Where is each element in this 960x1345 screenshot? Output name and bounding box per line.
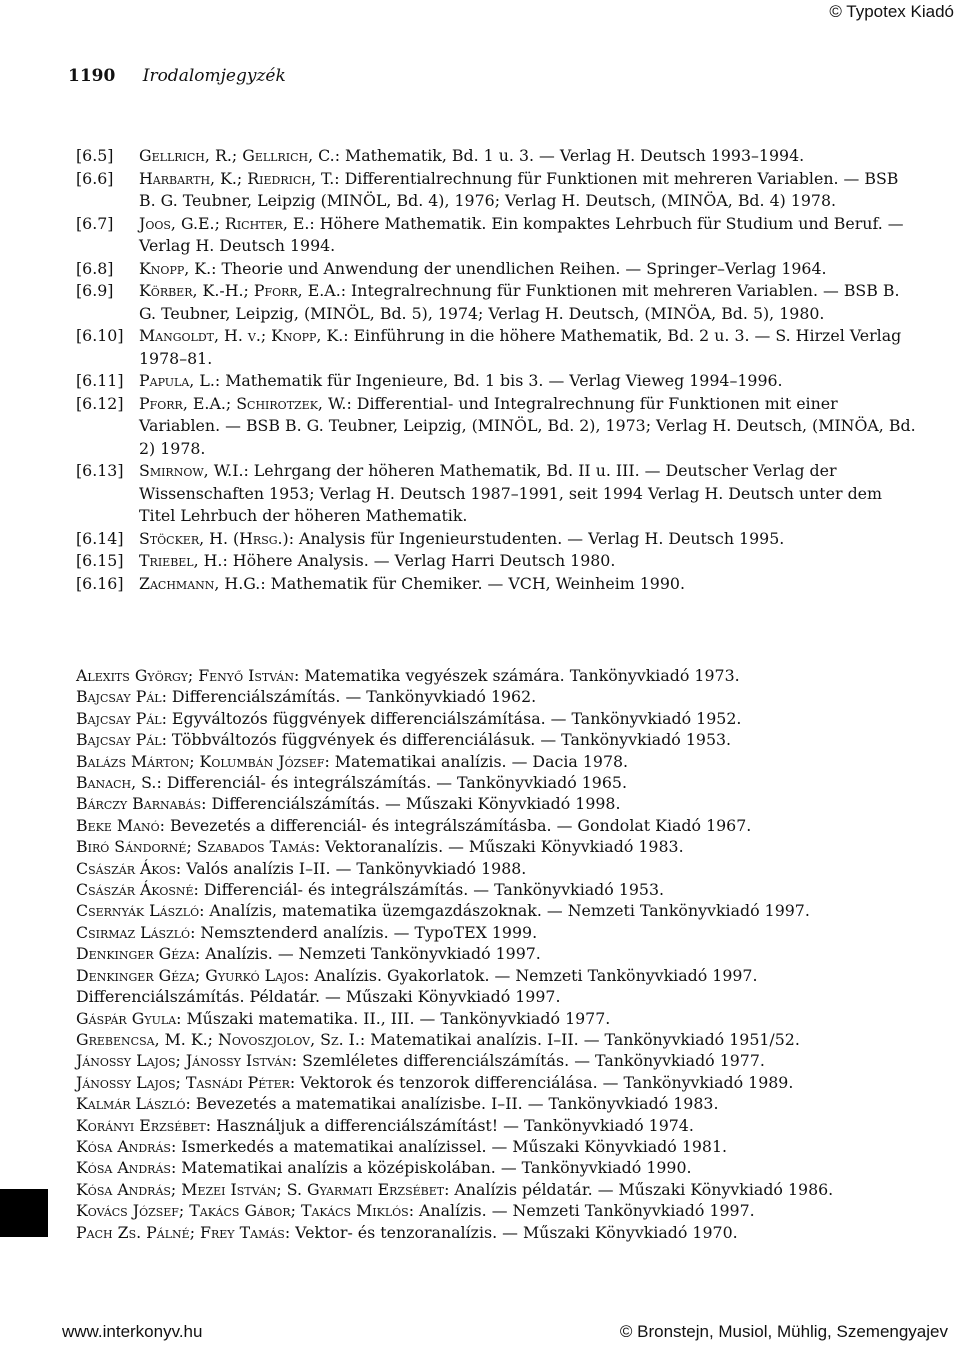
- reference-authors: Denkinger Géza; Gyurkó Lajos: [76, 965, 305, 985]
- reference-authors: Grebencsa, M. K.; Novoszjolov, Sz. I.: [76, 1029, 360, 1049]
- reference-text: : Analízis. Gyakorlatok. — Nemzeti Tankönyvkiadó 1997. Differenciálszámítás. Példatár. — Műszaki Könyvkiadó 1997.: [76, 965, 758, 1007]
- reference-authors: Csirmaz László: [76, 922, 191, 942]
- thumb-index-tab: [0, 1189, 48, 1237]
- reference-text: : Differentialrechnung für Funktionen mit mehreren Variablen. — BSB B. G. Teubner, Leipzig (MINÖL, Bd. 4), 1976; Verlag H. Deutsch, (MINÖA, Bd. 4) 1978.: [139, 168, 899, 210]
- hungarian-reference-item: [76, 1115, 921, 1136]
- german-references: [76, 145, 916, 595]
- reference-authors: Denkinger Géza: [76, 944, 195, 964]
- reference-text: : Lehrgang der höheren Mathematik, Bd. II u. III. — Deutscher Verlag der Wissenschaften 1953; Verlag H. Deutsch 1987–1991, seit 1994 Verlag H. Deutsch unter dem Titel Lehrbuch der höheren Mathematik.: [139, 461, 883, 525]
- hungarian-reference-item: [76, 815, 921, 836]
- reference-item: [76, 460, 916, 528]
- reference-text: : Analysis für Ingenieurstudenten. — Verlag H. Deutsch 1995.: [288, 528, 785, 548]
- reference-authors: Gáspár Gyula: [76, 1008, 177, 1028]
- reference-item: [76, 528, 916, 551]
- reference-authors: Korányi Erzsébet: [76, 1115, 206, 1135]
- hungarian-reference-item: [76, 965, 921, 1008]
- reference-text: : Differenciálszámítás. — Tankönyvkiadó 1962.: [161, 687, 537, 707]
- hungarian-reference-item: [76, 1029, 921, 1050]
- reference-authors: Alexits György; Fenyő István: [76, 666, 294, 685]
- reference-authors: Jánossy Lajos; Tasnádi Péter: [76, 1072, 290, 1092]
- reference-text: : Matematikai analízis. I–II. — Tankönyvkiadó 1951/52.: [359, 1029, 800, 1049]
- reference-authors: Jánossy Lajos; Jánossy István: [76, 1051, 292, 1071]
- reference-item: [76, 573, 916, 596]
- hungarian-reference-item: [76, 836, 921, 857]
- reference-label: [6.7]: [76, 213, 114, 233]
- hungarian-reference-item: [76, 943, 921, 964]
- reference-text: : Szemléletes differenciálszámítás. — Tankönyvkiadó 1977.: [291, 1051, 765, 1071]
- hungarian-reference-item: [76, 1008, 921, 1029]
- reference-text: : Bevezetés a differenciál- és integrálszámításba. — Gondolat Kiadó 1967.: [159, 815, 752, 835]
- reference-item: [76, 325, 916, 370]
- reference-label: [6.5]: [76, 146, 114, 165]
- reference-text: : Analízis példatár. — Műszaki Könyvkiadó 1986.: [444, 1179, 834, 1199]
- reference-text: : Differenciál- és integrálszámítás. — Tankönyvkiadó 1953.: [193, 880, 665, 900]
- reference-authors: Triebel, H.: [139, 551, 223, 570]
- reference-item: [76, 393, 916, 461]
- reference-label: [6.8]: [76, 258, 114, 278]
- reference-label: [6.10]: [76, 326, 124, 345]
- reference-authors: Mangoldt, H. v.; Knopp, K.: [139, 326, 344, 345]
- reference-item: [76, 280, 916, 325]
- reference-text: : Einführung in die höhere Mathematik, Bd. 2 u. 3. — S. Hirzel Verlag 1978–81.: [139, 326, 902, 368]
- footer-website: www.interkonyv.hu: [62, 1322, 203, 1341]
- reference-text: : Höhere Mathematik. Ein kompaktes Lehrbuch für Studium und Beruf. — Verlag H. Deutsch 1994.: [139, 213, 904, 255]
- reference-authors: Stöcker, H. (Hrsg.): [139, 528, 289, 548]
- hungarian-reference-item: [76, 729, 921, 750]
- reference-text: : Theorie und Anwendung der unendlichen Reihen. — Springer–Verlag 1964.: [211, 258, 827, 278]
- reference-item: [76, 550, 916, 573]
- hungarian-reference-item: [76, 858, 921, 879]
- reference-text: : Matematika vegyészek számára. Tankönyvkiadó 1973.: [294, 666, 740, 685]
- hungarian-references: [76, 665, 921, 1243]
- reference-item: [76, 213, 916, 258]
- reference-text: : Műszaki matematika. II., III. — Tankönyvkiadó 1977.: [176, 1008, 611, 1028]
- reference-label: [6.11]: [76, 371, 124, 390]
- reference-authors: Pforr, E.A.; Schirotzek, W.: [139, 393, 347, 413]
- reference-text: : Höhere Analysis. — Verlag Harri Deutsch 1980.: [222, 551, 616, 570]
- reference-text: : Használjuk a differenciálszámítást! — Tankönyvkiadó 1974.: [205, 1115, 694, 1135]
- reference-label: [6.13]: [76, 461, 124, 480]
- reference-authors: Körber, K.-H.; Pforr, E.A.: [139, 281, 341, 300]
- reference-authors: Harbarth, K.; Riedrich, T.: [139, 168, 335, 188]
- reference-authors: Pach Zs. Pálné; Frey Tamás: [76, 1222, 285, 1242]
- reference-text: : Mathematik für Chemiker. — VCH, Weinheim 1990.: [260, 573, 685, 593]
- reference-text: : Analízis, matematika üzemgazdászoknak. — Nemzeti Tankönyvkiadó 1997.: [199, 901, 810, 921]
- hungarian-reference-item: [76, 772, 921, 793]
- hungarian-reference-item: [76, 686, 921, 707]
- hungarian-reference-item: [76, 1179, 921, 1200]
- reference-text: : Matematikai analízis. — Dacia 1978.: [324, 751, 629, 771]
- reference-text: : Differential- und Integralrechnung für Funktionen mit einer Variablen. — BSB B. G. Teubner, Leipzig, (MINÖL, Bd. 2), 1973; Verlag H. Deutsch, (MINÖA, Bd. 2) 1978.: [139, 393, 916, 458]
- reference-text: : Mathematik, Bd. 1 u. 3. — Verlag H. Deutsch 1993–1994.: [334, 146, 805, 165]
- reference-authors: Joos, G.E.; Richter, E.: [139, 213, 310, 233]
- reference-authors: Bajcsay Pál: [76, 687, 162, 707]
- reference-item: [76, 168, 916, 213]
- reference-text: : Valós analízis I–II. — Tankönyvkiadó 1988.: [175, 858, 527, 878]
- reference-text: : Mathematik für Ingenieure, Bd. 1 bis 3. — Verlag Vieweg 1994–1996.: [214, 371, 783, 390]
- reference-text: : Többváltozós függvények és differenciálásuk. — Tankönyvkiadó 1953.: [161, 730, 732, 750]
- reference-text: : Vektor- és tenzoranalízis. — Műszaki Könyvkiadó 1970.: [284, 1222, 738, 1242]
- reference-text: : Vektoranalízis. — Műszaki Könyvkiadó 1983.: [314, 837, 684, 857]
- reference-authors: Beke Manó: [76, 815, 160, 835]
- hungarian-reference-item: [76, 1222, 921, 1243]
- reference-text: : Egyváltozós függvények differenciálszámítása. — Tankönyvkiadó 1952.: [161, 708, 742, 728]
- reference-authors: Knopp, K.: [139, 258, 212, 278]
- reference-text: : Ismerkedés a matematikai analízissel. — Műszaki Könyvkiadó 1981.: [170, 1136, 728, 1156]
- hungarian-reference-item: [76, 751, 921, 772]
- reference-authors: Balázs Márton; Kolumbán József: [76, 751, 325, 771]
- reference-text: : Bevezetés a matematikai analízisbe. I–II. — Tankönyvkiadó 1983.: [185, 1094, 719, 1114]
- hungarian-reference-item: [76, 1136, 921, 1157]
- page-number: 1190: [68, 66, 116, 86]
- reference-item: [76, 370, 916, 393]
- reference-authors: Bárczy Barnabás: [76, 794, 202, 814]
- reference-label: [6.9]: [76, 281, 114, 300]
- reference-text: : Integralrechnung für Funktionen mit mehreren Variablen. — BSB B. G. Teubner, Leipzig, (MINÖL, Bd. 5), 1974; Verlag H. Deutsch, (MINÖA, Bd. 5), 1980.: [139, 281, 900, 323]
- reference-authors: Bajcsay Pál: [76, 730, 162, 750]
- page-header: [68, 66, 286, 86]
- hungarian-reference-item: [76, 708, 921, 729]
- running-title: Irodalomjegyzék: [142, 66, 286, 86]
- footer-copyright: © Bronstejn, Musiol, Mühlig, Szemengyajev: [619, 1322, 948, 1341]
- hungarian-reference-item: [76, 900, 921, 921]
- hungarian-reference-item: [76, 1157, 921, 1178]
- hungarian-reference-item: [76, 665, 921, 686]
- reference-label: [6.12]: [76, 393, 124, 413]
- reference-authors: Császár Ákosné: [76, 880, 194, 900]
- reference-authors: Biró Sándorné; Szabados Tamás: [76, 837, 315, 857]
- reference-text: : Analízis. — Nemzeti Tankönyvkiadó 1997.: [408, 1201, 755, 1221]
- reference-authors: Kósa András: [76, 1136, 171, 1156]
- reference-item: [76, 258, 916, 281]
- reference-authors: Csernyák László: [76, 901, 200, 921]
- reference-authors: Kósa András; Mezei István; S. Gyarmati Erzsébet: [76, 1179, 445, 1199]
- reference-label: [6.14]: [76, 528, 124, 548]
- hungarian-reference-item: [76, 1200, 921, 1221]
- reference-authors: Papula, L.: [139, 371, 215, 390]
- publisher-copyright: © Typotex Kiadó: [829, 2, 954, 21]
- reference-authors: Császár Ákos: [76, 858, 176, 878]
- reference-authors: Kalmár László: [76, 1094, 186, 1114]
- reference-authors: Gellrich, R.; Gellrich, C.: [139, 146, 335, 165]
- reference-authors: Bajcsay Pál: [76, 708, 162, 728]
- hungarian-reference-item: [76, 922, 921, 943]
- hungarian-reference-item: [76, 879, 921, 900]
- hungarian-reference-item: [76, 1093, 921, 1114]
- reference-authors: Zachmann, H.G.: [139, 573, 261, 593]
- hungarian-reference-item: [76, 1050, 921, 1071]
- reference-authors: Kósa András: [76, 1158, 171, 1178]
- reference-text: : Differenciálszámítás. — Műszaki Könyvkiadó 1998.: [201, 794, 621, 814]
- reference-authors: Banach, S.: [76, 773, 157, 793]
- reference-label: [6.15]: [76, 551, 124, 570]
- reference-authors: Smirnow, W.I.: [139, 461, 244, 480]
- reference-text: : Nemsztenderd analízis. — TypoTEX 1999.: [190, 922, 538, 942]
- reference-authors: Kovács József; Takács Gábor; Takács Miklós: [76, 1201, 409, 1221]
- hungarian-reference-item: [76, 1072, 921, 1093]
- reference-text: : Matematikai analízis a középiskolában. — Tankönyvkiadó 1990.: [170, 1158, 692, 1178]
- reference-item: [76, 145, 916, 168]
- reference-text: : Vektorok és tenzorok differenciálása. — Tankönyvkiadó 1989.: [289, 1072, 794, 1092]
- reference-label: [6.6]: [76, 168, 114, 188]
- hungarian-reference-item: [76, 793, 921, 814]
- reference-label: [6.16]: [76, 573, 124, 593]
- reference-text: : Analízis. — Nemzeti Tankönyvkiadó 1997.: [194, 944, 541, 964]
- reference-text: : Differenciál- és integrálszámítás. — Tankönyvkiadó 1965.: [156, 773, 627, 793]
